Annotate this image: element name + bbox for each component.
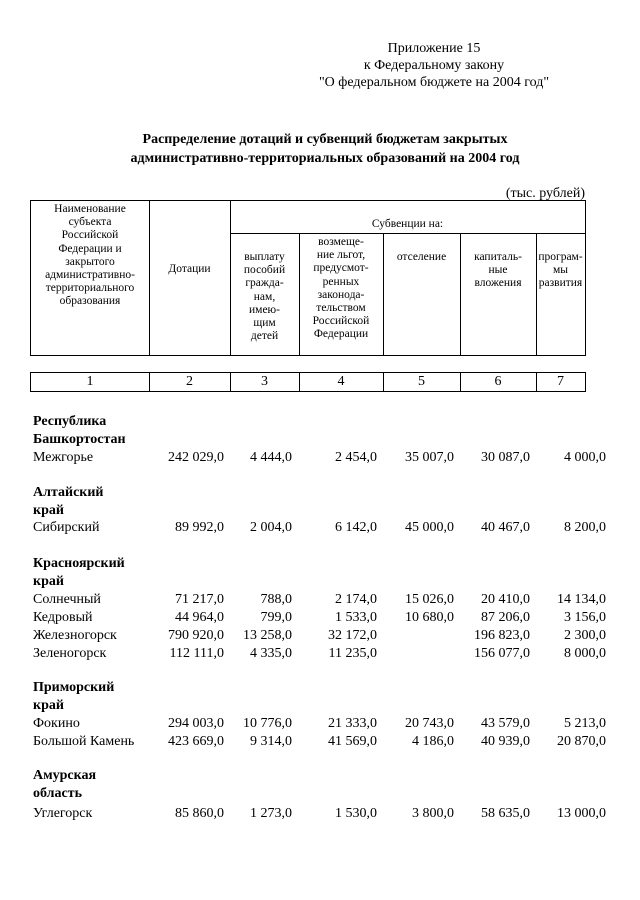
cell-compensation: 6 142,0: [335, 520, 377, 535]
cell-compensation: 41 569,0: [328, 734, 377, 749]
column-number: 6: [494, 374, 502, 389]
header-dotacii: Дотации: [168, 263, 211, 275]
cell-dotacii: 790 920,0: [168, 628, 224, 643]
table-header: [30, 200, 586, 356]
annex-line-1: Приложение 15: [387, 41, 481, 56]
cell-benefits: 799,0: [260, 610, 292, 625]
cell-programs: 20 870,0: [557, 734, 606, 749]
cell-benefits: 4 444,0: [250, 450, 292, 465]
cell-capital: 40 467,0: [481, 520, 530, 535]
region-heading: Республика Башкортостан: [33, 414, 126, 447]
cell-compensation: 2 174,0: [335, 592, 377, 607]
cell-programs: 8 200,0: [564, 520, 606, 535]
header-col-capital: капиталь- ные вложения: [474, 251, 522, 290]
row-name: Сибирский: [33, 520, 100, 535]
cell-compensation: 1 530,0: [335, 806, 377, 821]
cell-dotacii: 85 860,0: [175, 806, 224, 821]
document-title: [40, 130, 610, 168]
cell-benefits: 10 776,0: [243, 716, 292, 731]
cell-programs: 4 000,0: [564, 450, 606, 465]
row-name: Большой Камень: [33, 734, 135, 749]
cell-capital: 40 939,0: [481, 734, 530, 749]
row-name: Кедровый: [33, 610, 93, 625]
cell-benefits: 1 273,0: [250, 806, 292, 821]
table-row: [0, 519, 640, 536]
row-name: Углегорск: [33, 806, 93, 821]
unit-label: (тыс. рублей): [505, 186, 585, 201]
cell-dotacii: 89 992,0: [175, 520, 224, 535]
cell-capital: 87 206,0: [481, 610, 530, 625]
cell-compensation: 11 235,0: [328, 646, 377, 661]
cell-compensation: 1 533,0: [335, 610, 377, 625]
cell-dotacii: 242 029,0: [168, 450, 224, 465]
cell-dotacii: 71 217,0: [175, 592, 224, 607]
table-row: [0, 591, 640, 608]
cell-programs: 2 300,0: [564, 628, 606, 643]
table-row: [0, 645, 640, 662]
cell-relocation: 4 186,0: [412, 734, 454, 749]
cell-compensation: 21 333,0: [328, 716, 377, 731]
cell-benefits: 4 335,0: [250, 646, 292, 661]
cell-capital: 58 635,0: [481, 806, 530, 821]
cell-relocation: 15 026,0: [405, 592, 454, 607]
cell-programs: 3 156,0: [564, 610, 606, 625]
row-name: Межгорье: [33, 450, 94, 465]
column-number: 2: [186, 374, 193, 389]
column-number: 3: [261, 374, 268, 389]
row-name: Железногорск: [33, 628, 117, 643]
cell-programs: 8 000,0: [564, 646, 606, 661]
cell-dotacii: 423 669,0: [168, 734, 224, 749]
annex-line-2: к Федеральному закону: [363, 58, 505, 73]
column-number: 4: [337, 374, 345, 389]
cell-capital: 43 579,0: [481, 716, 530, 731]
header-col-benefits: выплату пособий гражда- нам, имею- щим детей: [243, 251, 286, 343]
title-line-1: Распределение дотаций и субвенций бюджетам закрытых: [142, 132, 508, 147]
annex-line-3: "О федеральном бюджете на 2004 год": [318, 75, 550, 90]
column-numbers-row: [30, 372, 586, 392]
cell-relocation: 20 743,0: [405, 716, 454, 731]
column-number: 1: [86, 374, 94, 389]
cell-compensation: 32 172,0: [328, 628, 377, 643]
cell-capital: 196 823,0: [474, 628, 530, 643]
cell-relocation: 35 007,0: [405, 450, 454, 465]
cell-relocation: 45 000,0: [405, 520, 454, 535]
region-heading: Алтайский край: [33, 485, 104, 518]
cell-dotacii: 112 111,0: [169, 646, 224, 661]
cell-benefits: 788,0: [260, 592, 292, 607]
cell-benefits: 13 258,0: [243, 628, 292, 643]
header-subvencii: Субвенции на:: [371, 218, 444, 230]
cell-dotacii: 44 964,0: [175, 610, 224, 625]
header-name-column: Наименование субъекта Российской Федерации и закрытого административно- территориального образования: [45, 203, 135, 308]
region-heading: Приморский край: [33, 680, 115, 713]
cell-programs: 13 000,0: [557, 806, 606, 821]
cell-relocation: 3 800,0: [412, 806, 454, 821]
annex-block: [304, 40, 564, 91]
table-row: [0, 715, 640, 732]
region-heading: Амурская область: [33, 768, 97, 801]
cell-benefits: 2 004,0: [250, 520, 292, 535]
cell-capital: 30 087,0: [481, 450, 530, 465]
cell-benefits: 9 314,0: [250, 734, 292, 749]
cell-capital: 20 410,0: [481, 592, 530, 607]
header-col-compensation: возмеще- ние льгот, предусмот- ренных законода- тельством Российской Федерации: [312, 236, 370, 341]
cell-programs: 5 213,0: [564, 716, 606, 731]
table-row: [0, 805, 640, 822]
column-number: 7: [557, 374, 564, 389]
cell-compensation: 2 454,0: [335, 450, 377, 465]
row-name: Солнечный: [33, 592, 101, 607]
column-number: 5: [418, 374, 425, 389]
table-row: [0, 449, 640, 466]
header-col-relocation: отселение: [396, 251, 447, 263]
header-col-programs: програм- мы развития: [538, 251, 583, 290]
cell-dotacii: 294 003,0: [168, 716, 224, 731]
row-name: Фокино: [33, 716, 80, 731]
cell-capital: 156 077,0: [474, 646, 530, 661]
row-name: Зеленогорск: [33, 646, 107, 661]
cell-relocation: 10 680,0: [405, 610, 454, 625]
title-line-2: административно-территориальных образований на 2004 год: [130, 151, 520, 166]
table-row: [0, 609, 640, 626]
cell-programs: 14 134,0: [557, 592, 606, 607]
table-row: [0, 627, 640, 644]
region-heading: Красноярский край: [33, 556, 125, 589]
table-row: [0, 733, 640, 750]
